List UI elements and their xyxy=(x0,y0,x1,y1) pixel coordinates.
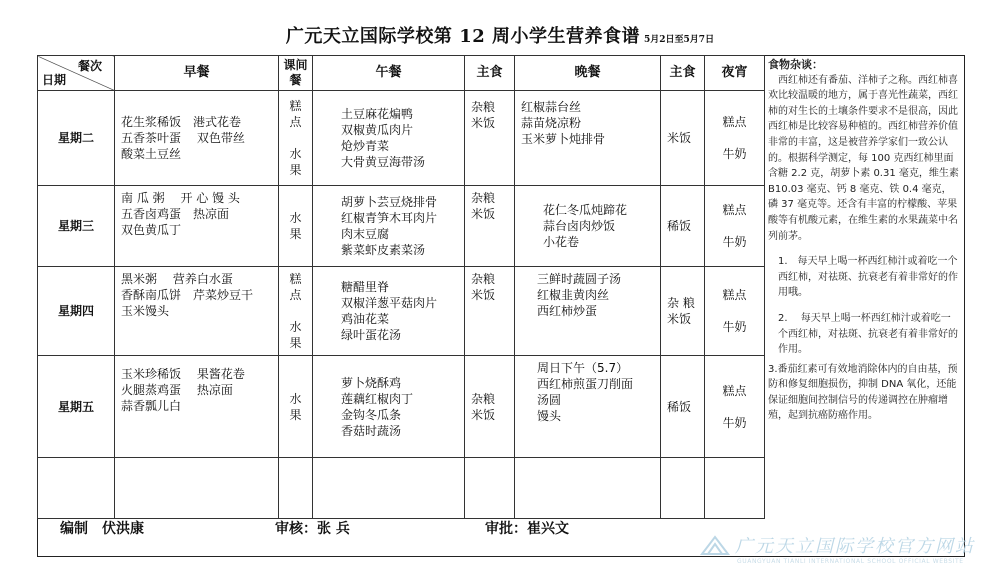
reviewed-by: 审核：张 兵 xyxy=(275,521,350,537)
lunch-cell: 糖醋里脊 双椒洋葱平菇肉片 鸡油花菜 绿叶蛋花汤 xyxy=(313,267,465,356)
night-snack-cell: 糕点 牛奶 xyxy=(705,267,765,356)
day-cell: 星期二 xyxy=(38,91,115,186)
col-night-snack: 夜宵 xyxy=(705,56,765,91)
approved-by: 审批：崔兴文 xyxy=(485,521,569,537)
food-note-panel xyxy=(768,57,960,424)
col-staple-dinner: 主食 xyxy=(661,56,705,91)
col-breakfast: 早餐 xyxy=(115,56,279,91)
col-snack: 课间餐 xyxy=(279,56,313,91)
table-row xyxy=(38,356,765,458)
breakfast-cell: 黑米粥 营养白水蛋 香酥南瓜饼 芹菜炒豆干 玉米馒头 xyxy=(115,267,279,356)
staple-cell: 杂粮 米饭 xyxy=(465,91,515,186)
breakfast-cell: 玉米珍稀饭 果酱花卷 火腿蒸鸡蛋 热凉面 蒜香瓢儿白 xyxy=(115,356,279,458)
col-lunch: 午餐 xyxy=(313,56,465,91)
empty-cell xyxy=(115,458,279,519)
watermark-text: 广元天立国际学校官方网站 xyxy=(735,536,975,557)
menu-table xyxy=(37,55,765,519)
lunch-cell: 萝卜烧酥鸡 莲藕红椒肉丁 金钩冬瓜条 香菇时蔬汤 xyxy=(313,356,465,458)
breakfast-cell: 花生浆稀饭 港式花卷 五香茶叶蛋 双色带丝 酸菜土豆丝 xyxy=(115,91,279,186)
col-dinner: 晚餐 xyxy=(515,56,661,91)
staple-cell: 杂 粮 米饭 xyxy=(661,267,705,356)
night-snack-cell: 糕点 牛奶 xyxy=(705,186,765,267)
day-cell: 星期三 xyxy=(38,186,115,267)
note-item-1: 1. 每天早上喝一杯西红柿汁或着吃一个西红柿，对祛斑、抗衰老有着非常好的作用哦。 xyxy=(778,256,958,299)
note-item-3: 3.番茄红素可有效地消除体内的自由基，预防和修复细胞损伤，抑制 DNA 氧化，还能保证细胞间控制信号的传递调控在肿瘤增殖，起到抗癌防癌作用。 xyxy=(768,363,958,422)
title-text: 广元天立国际学校第 12 周小学生营养食谱 xyxy=(285,26,641,47)
dinner-cell: 周日下午（5.7） 西红柿煎蛋刀削面 汤圆 馒头 xyxy=(515,356,661,458)
breakfast-cell: 南 瓜 粥 开 心 馒 头 五香卤鸡蛋 热凉面 双色黄瓜丁 xyxy=(115,186,279,267)
empty-cell xyxy=(38,458,115,519)
empty-cell xyxy=(279,458,313,519)
dinner-cell: 红椒蒜台丝 蒜苗烧凉粉 玉米萝卜炖排骨 xyxy=(515,91,661,186)
snack-cell: 糕点 水果 xyxy=(279,91,313,186)
staple-cell: 杂粮 米饭 xyxy=(465,356,515,458)
lunch-cell: 土豆麻花煸鸭 双椒黄瓜肉片 炝炒青菜 大骨黄豆海带汤 xyxy=(313,91,465,186)
corner-cell xyxy=(38,56,115,91)
staple-cell: 稀饭 xyxy=(661,356,705,458)
school-logo-icon xyxy=(700,534,730,556)
empty-cell xyxy=(661,458,705,519)
dinner-cell: 花仁冬瓜炖蹄花 蒜台卤肉炒饭 小花卷 xyxy=(515,186,661,267)
staple-cell: 米饭 xyxy=(661,91,705,186)
table-row-empty xyxy=(38,458,765,519)
empty-cell xyxy=(313,458,465,519)
staple-cell: 杂粮 米饭 xyxy=(465,267,515,356)
header-row xyxy=(38,56,765,91)
note-item-2: 2. 每天早上喝一杯西红柿汁或着吃一个西红柿，对祛斑、抗衰老有着非常好的作用。 xyxy=(778,312,958,356)
empty-cell xyxy=(515,458,661,519)
corner-meal-label: 餐次 xyxy=(77,59,102,73)
note-heading: 食物杂谈： xyxy=(768,58,823,71)
staple-cell: 杂粮 米饭 xyxy=(465,186,515,267)
prepared-by: 编制 伏洪康 xyxy=(60,521,144,537)
col-staple-lunch: 主食 xyxy=(465,56,515,91)
empty-cell xyxy=(465,458,515,519)
table-row xyxy=(38,186,765,267)
table-row xyxy=(38,91,765,186)
snack-cell: 糕点 水果 xyxy=(279,267,313,356)
lunch-cell: 胡萝卜芸豆烧排骨 红椒青笋木耳肉片 肉末豆腐 紫菜虾皮素菜汤 xyxy=(313,186,465,267)
night-snack-cell: 糕点 牛奶 xyxy=(705,91,765,186)
date-range: 5月2日至5月7日 xyxy=(644,35,715,45)
note-paragraph: 西红柿还有番茄、洋柿子之称。西红柿喜欢比较温暖的地方，属于喜光性蔬菜，西红柿的对生长的土壤条件要求不是很高，因此西红柿是比较容易种植的。西红柿营养价值非常的丰富，这是被营养学家们一致公认的。根据科学测定，每 100 克西红柿里面含糖 2.2 克，胡萝卜素 0.31 毫克，维生素 B10.03 毫克、钙 8 毫克、铁 0.4 毫克，磷 37 毫克等。还含有丰富的柠檬酸、苹果酸等有机酸元素，在维生素的水果蔬菜中名列前茅。 xyxy=(768,74,959,242)
snack-cell: 水 果 xyxy=(279,186,313,267)
page-title xyxy=(0,22,1000,48)
corner-date-label: 日期 xyxy=(42,73,67,87)
empty-cell xyxy=(705,458,765,519)
staple-cell: 稀饭 xyxy=(661,186,705,267)
night-snack-cell: 糕点 牛奶 xyxy=(705,356,765,458)
dinner-cell: 三鲜时蔬圆子汤 红椒韭黄肉丝 西红柿炒蛋 xyxy=(515,267,661,356)
day-cell: 星期四 xyxy=(38,267,115,356)
table-row xyxy=(38,267,765,356)
watermark-subtext: GUANGYUAN TIANLI INTERNATIONAL SCHOOL OFFICIAL WEBSITE xyxy=(737,558,964,565)
day-cell: 星期五 xyxy=(38,356,115,458)
snack-cell: 水 果 xyxy=(279,356,313,458)
